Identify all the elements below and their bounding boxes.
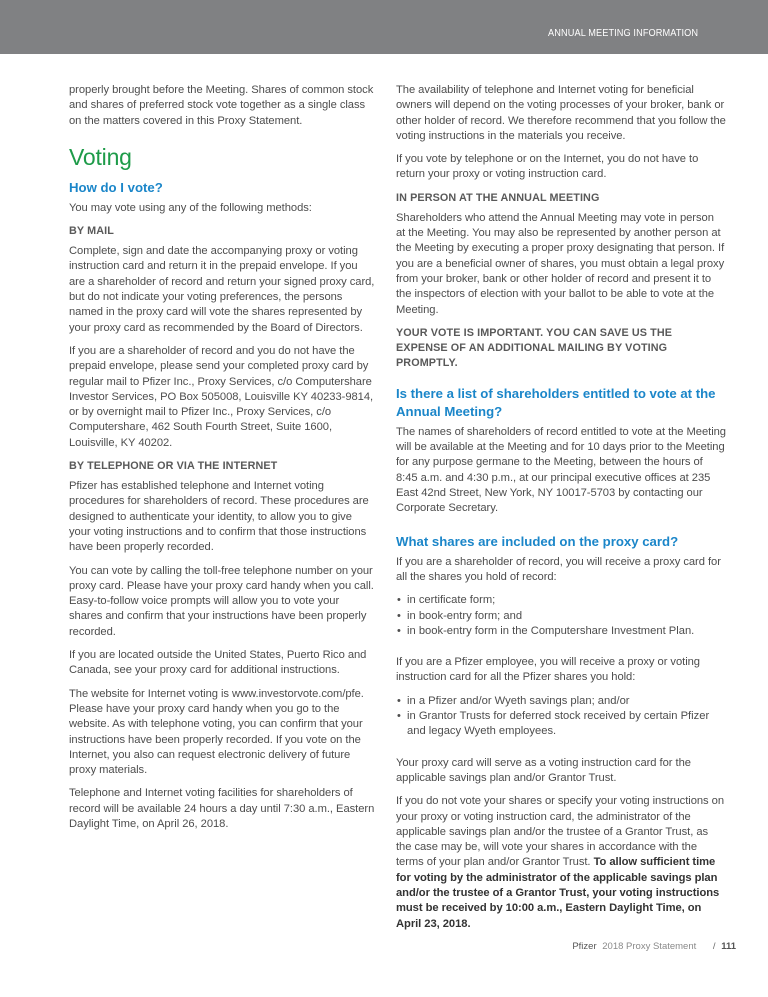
bullet-text: in Grantor Trusts for deferred stock received by certain Pfizer and legacy Wyeth employees.	[407, 710, 710, 738]
employee-intro: If you are a Pfizer employee, you will receive a proxy or voting instruction card for all the Pfizer shares you hold:	[396, 656, 700, 684]
page-number: 111	[721, 941, 736, 952]
beneficial-owners-paragraph: The availability of telephone and Internet voting for beneficial owners will depend on the voting processes of your broker, bank or other holder of record. We therefore recommend that you follow the voting instructions in the materials you receive.	[396, 84, 726, 142]
question-how-do-i-vote: How do I vote?	[69, 179, 163, 195]
question-shares-included: What shares are included on the proxy card?	[396, 533, 679, 549]
telephone-paragraph: If you are located outside the United States, Puerto Rico and Canada, see your proxy card for additional instructions.	[69, 649, 367, 677]
bullet-icon: •	[397, 609, 401, 622]
intro-paragraph: properly brought before the Meeting. Shares of common stock and shares of preferred stock vote together as a single class on the matters covered in this Proxy Statement.	[69, 84, 374, 127]
voting-deadline-paragraph: Telephone and Internet voting facilities for shareholders of record will be available 24 hours a day until 7:30 a.m., Eastern Daylight Time, on April 26, 2018.	[69, 787, 375, 830]
telephone-paragraph: You can vote by calling the toll-free telephone number on your proxy card. Please have your proxy card handy when you call. Easy-to-follow voice prompts will allow you to vote your shares and confirm that your instructions have been properly recorded.	[69, 564, 374, 638]
left-column	[69, 83, 375, 840]
bullet-icon: •	[397, 594, 401, 607]
subhead-by-telephone-internet: BY TELEPHONE OR VIA THE INTERNET	[69, 460, 278, 473]
record-holder-bullet-list	[396, 593, 726, 639]
bullet-text: in certificate form;	[407, 594, 496, 607]
footer-brand: Pfizer	[572, 941, 597, 952]
proxy-card-serves-paragraph: Your proxy card will serve as a voting instruction card for the applicable savings plan and/or Grantor Trust.	[396, 756, 691, 784]
bullet-item	[396, 609, 726, 624]
bullet-icon: •	[397, 624, 401, 637]
bullet-item	[396, 624, 726, 639]
employee-bullet-list	[396, 694, 726, 740]
subhead-in-person: IN PERSON AT THE ANNUAL MEETING	[396, 191, 600, 204]
question-shareholder-list: Is there a list of shareholders entitled to vote at the Annual Meeting?	[396, 385, 716, 419]
shareholder-list-paragraph: The names of shareholders of record entitled to vote at the Meeting will be available at the Meeting and for 10 days prior to the Meeting for any purpose germane to the Meeting, between the hours of 8:45 a.m. and 4:30 p.m., at our principal executive offices at 235 East 42nd Street, New York, NY 10017-5703 by contacting our Corporate Secretary.	[396, 425, 726, 515]
internet-website-paragraph: The website for Internet voting is www.investorvote.com/pfe. Please have your proxy card handy when you go to the website. As with telephone voting, you can confirm that your instructions have been properly recorded. If you vote on the Internet, you also can request electronic delivery of future proxy materials.	[69, 687, 364, 777]
deadline-bold-notice: To allow sufficient time for voting by the administrator of the applicable savings plan and/or the trustee of a Grantor Trust, your voting instructions must be received by 10:00 a.m., Eastern Daylight Time, on April 23, 2018.	[396, 856, 720, 930]
by-mail-paragraph: If you are a shareholder of record and you do not have the prepaid envelope, please send your completed proxy card by regular mail to Pfizer Inc., Proxy Services, c/o Computershare Investor Services, PO Box 505008, Louisville KY 40233-9814, or by overnight mail to Pfizer Inc., Proxy Services, c/o Computershare, 462 South Fourth Street, Suite 1600, Louisville, KY 40202.	[69, 344, 374, 449]
subhead-by-mail: BY MAIL	[69, 225, 114, 238]
record-holder-intro: If you are a shareholder of record, you will receive a proxy card for all the shares you hold of record:	[396, 555, 721, 583]
telephone-paragraph: Pfizer has established telephone and Internet voting procedures for shareholders of record. These procedures are designed to authenticate your identity, to allow you to give your voting instructions and to confirm that those instructions have been properly recorded.	[69, 480, 369, 554]
page-footer	[572, 941, 736, 952]
bullet-text: in book-entry form in the Computershare Investment Plan.	[407, 624, 695, 637]
bullet-text: in book-entry form; and	[407, 609, 523, 622]
right-column	[396, 83, 726, 940]
header-band	[0, 0, 768, 54]
bullet-item	[396, 694, 726, 709]
vote-important-notice: YOUR VOTE IS IMPORTANT. YOU CAN SAVE US THE EXPENSE OF AN ADDITIONAL MAILING BY VOTING PROMPTLY.	[396, 326, 673, 369]
no-return-paragraph: If you vote by telephone or on the Internet, you do not have to return your proxy or voting instruction card.	[396, 153, 699, 181]
bullet-text: in a Pfizer and/or Wyeth savings plan; and/or	[407, 694, 630, 707]
in-person-paragraph: Shareholders who attend the Annual Meeting may vote in person at the Meeting. You may also be represented by another person at the Meeting by executing a proper proxy designating that person. If you are a beneficial owner of shares, you must obtain a legal proxy from your broker, bank or other holder of record and present it to the inspectors of election with your ballot to be able to vote at the Meeting.	[396, 211, 725, 316]
by-mail-paragraph: Complete, sign and date the accompanying proxy or voting instruction card and return it in the prepaid envelope. If you are a shareholder of record and return your signed proxy card, but do not indicate your voting preferences, the persons named in the proxy card will vote the shares represented by your proxy card as recommended by the Board of Directors.	[69, 245, 375, 334]
bullet-item	[396, 593, 726, 608]
bullet-item	[396, 709, 726, 740]
voting-methods-intro: You may vote using any of the following methods:	[69, 201, 312, 214]
administrator-vote-text: If you do not vote your shares or specify your voting instructions on your proxy or voting instruction card, the administrator of the applicable savings plan and/or the trustee of a Grantor Trust, as the case may be, will vote your shares in accordance with the terms of your plan and/or Grantor Trust.	[396, 795, 724, 869]
bullet-icon: •	[397, 694, 401, 707]
section-title: Voting	[69, 143, 132, 170]
bullet-icon: •	[397, 710, 401, 723]
running-header-title: ANNUAL MEETING INFORMATION	[547, 28, 698, 39]
footer-publication: 2018 Proxy Statement	[602, 941, 697, 952]
administrator-vote-paragraph	[396, 794, 726, 932]
footer-separator: /	[712, 941, 716, 952]
